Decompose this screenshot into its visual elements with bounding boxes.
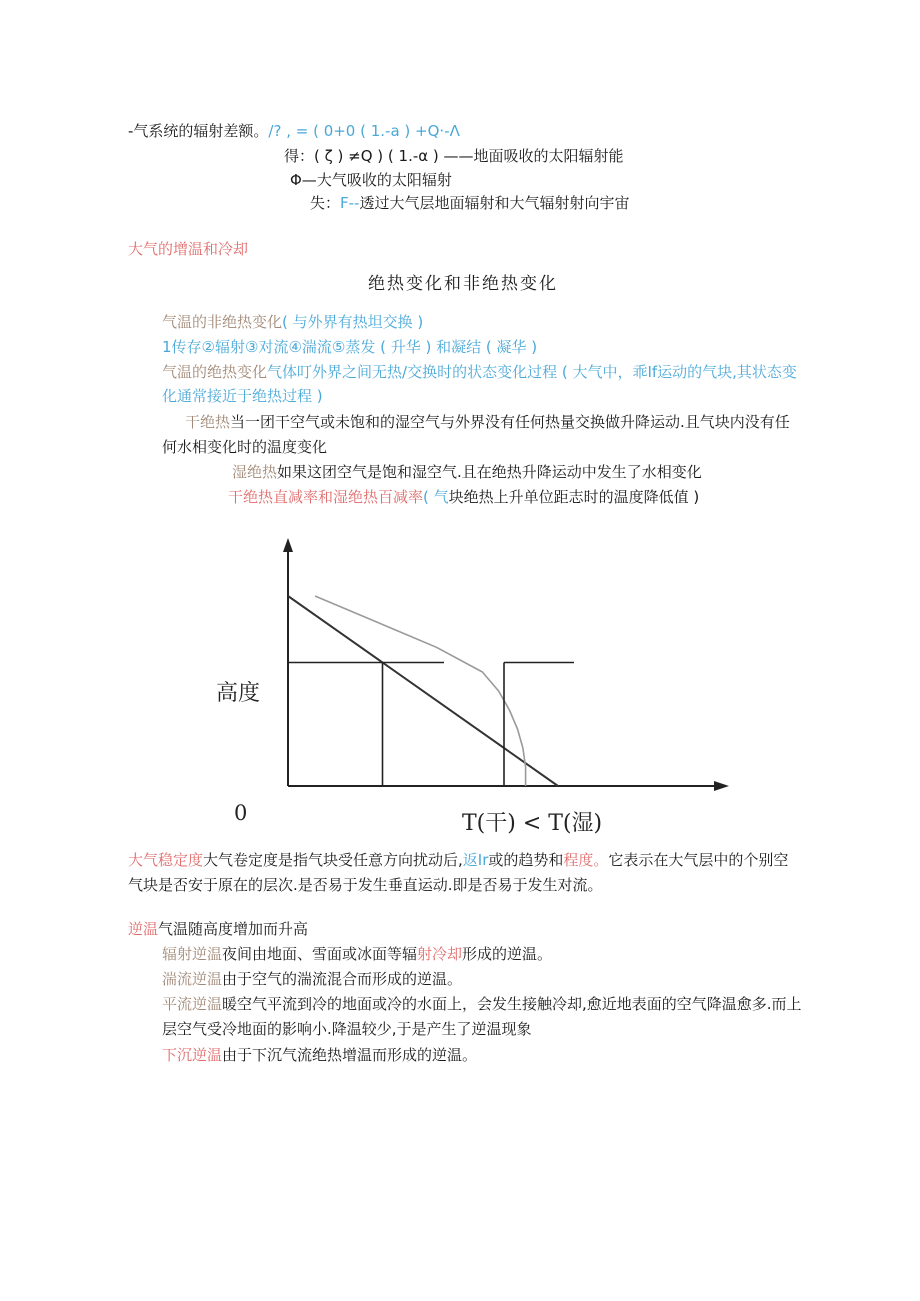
inversion-label: 逆温: [128, 920, 159, 938]
x-axis-arrow: [714, 781, 729, 791]
inversion-line: 逆温气温随高度增加而升高: [128, 920, 309, 938]
nonadiabatic-label: 气温的非绝热变化: [162, 313, 283, 331]
turbulence-inversion-line: 湍流逆温由于空气的湍流混合而形成的逆温。: [162, 970, 463, 988]
y-axis-label: 高度: [216, 681, 261, 706]
advection-inversion-line-1: 平流逆温暖空气平流到冷的地面或冷的水面上，会发生接触冷却,愈近地表面的空气降温愈多.而上: [162, 995, 802, 1013]
page-subtitle: 绝热变化和非绝热变化: [368, 274, 558, 294]
wet-adiabatic-line: 湿绝热如果这团空气是饱和湿空气.且在绝热升降运动中发生了水相变化: [232, 463, 702, 481]
formula-line-3: Φ—大气吸收的太阳辐射: [290, 171, 452, 189]
radiation-inversion-label: 辐射逆温: [162, 945, 223, 963]
adiabatic-line-1: 气温的绝热变化气体叮外界之间无热/交换时的状态变化过程 ( 大气中，乖If运动的气块,其状态变: [162, 363, 797, 381]
phi-symbol: Φ—: [290, 171, 317, 189]
y-axis-arrow: [283, 538, 293, 552]
subsidence-inversion-line: 下沉逆温由于下沉气流绝热增温而形成的逆温。: [162, 1046, 478, 1064]
formula-line-4: 失：F--透过大气层地面辐射和大气辐射射向宇宙: [310, 194, 630, 212]
subsidence-inversion-label: 下沉逆温: [162, 1046, 223, 1064]
f-symbol: F--: [340, 194, 360, 212]
formula-prefix: -气系统的辐射差额。: [128, 122, 269, 140]
lapse-rate-label: 干绝热直减率和湿绝热百减率: [228, 488, 424, 506]
stability-line-1: 大气稳定度大气卷定度是指气块受任意方向扰动后,返Ir或的趋势和程度。它表示在大气层中的个别空: [128, 851, 789, 869]
radiation-balance-formula: /? , = ( 0+0 ( 1.-a ) +Q·-Λ: [268, 122, 460, 140]
dry-adiabatic-line-1: 干绝热当一团干空气或未饱和的湿空气与外界没有任何热量交换做升降运动.且气块内没有任: [185, 413, 790, 431]
x-axis-label: T(干) < T(湿): [462, 811, 603, 836]
advection-inversion-line-2: 层空气受冷地面的影响小.降温较少,于是产生了逆温现象: [162, 1020, 532, 1038]
section-heading-heating: 大气的增温和冷却: [128, 240, 249, 258]
advection-inversion-label: 平流逆温: [162, 995, 223, 1013]
dry-adiabatic-label: 干绝热: [185, 413, 231, 431]
radiation-inversion-line: 辐射逆温夜间由地面、雪面或冰面等辐射冷却形成的逆温。: [162, 945, 553, 963]
dry-adiabatic-line: [288, 596, 558, 786]
wet-adiabatic-label: 湿绝热: [232, 463, 278, 481]
dry-adiabatic-line-2: 何水相变化时的温度变化: [162, 438, 328, 456]
adiabatic-line-2: 化通常接近于绝热过程 ): [162, 387, 323, 405]
wet-adiabatic-curve: [315, 596, 526, 786]
adiabatic-label: 气温的绝热变化: [162, 363, 268, 381]
lapse-rate-line: 干绝热直减率和湿绝热百减率( 气块绝热上升单位距志时的温度降低值 ): [228, 488, 700, 506]
process-list: 1传存②辐射③对流④湍流⑤蒸发 ( 升华 ) 和凝结 ( 凝华 ): [162, 338, 538, 356]
turbulence-inversion-label: 湍流逆温: [162, 970, 223, 988]
nonadiabatic-line: 气温的非绝热变化( 与外界有热坦交换 ): [162, 313, 424, 331]
stability-line-2: 气块是否安于原在的层次.是否易于发生垂直运动.即是否易于发生对流。: [128, 876, 603, 894]
formula-line-2: 得：( ζ ) ≠Q ) ( 1.-α ) ——地面吸收的太阳辐射能: [284, 147, 624, 165]
origin-label: 0: [234, 801, 248, 825]
stability-label: 大气稳定度: [128, 851, 204, 869]
